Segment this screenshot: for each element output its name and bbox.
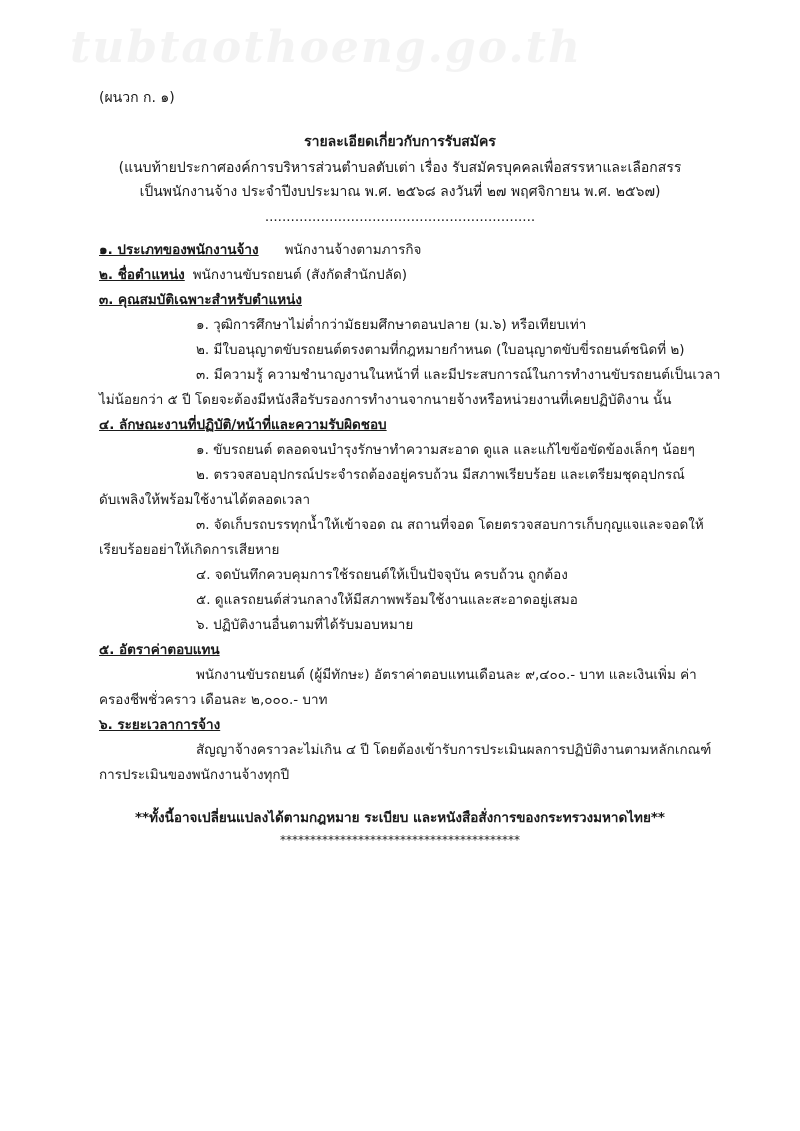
section-4-item-3: ๓. จัดเก็บรถบรรทุกน้ำให้เข้าจอด ณ สถานที่จอด โดยตรวจสอบการเก็บกุญแจและจอดให้	[196, 517, 704, 533]
section-2	[99, 265, 407, 285]
section-1	[99, 240, 421, 260]
section-1-value: พนักงานจ้างตามภารกิจ	[284, 242, 422, 258]
document-title: รายละเอียดเกี่ยวกับการรับสมัคร	[304, 134, 496, 150]
section-6-heading: ๖. ระยะเวลาการจ้าง	[99, 717, 221, 733]
section-3-heading: ๓. คุณสมบัติเฉพาะสำหรับตำแหน่ง	[99, 292, 302, 308]
section-4-item-4: ๔. จดบันทึกควบคุมการใช้รถยนต์ให้เป็นปัจจุบัน ครบถ้วน ถูกต้อง	[196, 567, 568, 583]
section-1-heading: ๑. ประเภทของพนักงานจ้าง	[99, 242, 259, 258]
section-4-item-1: ๑. ขับรถยนต์ ตลอดจนบำรุงรักษาทำความสะอาด ดูแล และแก้ไขข้อขัดข้องเล็กๆ น้อยๆ	[196, 442, 695, 458]
section-2-heading: ๒. ชื่อตำแหน่ง	[99, 267, 185, 283]
section-2-value: พนักงานขับรถยนต์ (สังกัดสำนักปลัด)	[192, 267, 408, 283]
section-3-item-3-cont: ไม่น้อยกว่า ๕ ปี โดยจะต้องมีหนังสือรับรองการทำงานจากนายจ้างหรือหน่วยงานที่เคยปฏิบัติงาน นั้น	[99, 392, 672, 408]
subtitle-line-1: (แนบท้ายประกาศองค์การบริหารส่วนตำบลตับเต่า เรื่อง รับสมัครบุคคลเพื่อสรรหาและเลือกสรร	[118, 160, 682, 176]
footer-note: **ทั้งนี้อาจเปลี่ยนแปลงได้ตามกฎหมาย ระเบียบ และหนังสือสั่งการของกระทรวงมหาดไทย**	[135, 810, 665, 826]
section-4-item-2: ๒. ตรวจสอบอุปกรณ์ประจำรถต้องอยู่ครบถ้วน มีสภาพเรียบร้อย และเตรียมชุดอุปกรณ์	[196, 467, 685, 483]
section-5-heading: ๕. อัตราค่าตอบแทน	[99, 642, 220, 658]
watermark: tubtaothoeng.go.th	[70, 22, 582, 73]
section-5-line-2: ครองชีพชั่วคราว เดือนละ ๒,๐๐๐.- บาท	[99, 692, 328, 708]
section-3-item-1: ๑. วุฒิการศึกษาไม่ต่ำกว่ามัธยมศึกษาตอนปลาย (ม.๖) หรือเทียบเท่า	[196, 317, 587, 333]
section-6-line-1: สัญญาจ้างคราวละไม่เกิน ๔ ปี โดยต้องเข้ารับการประเมินผลการปฏิบัติงานตามหลักเกณฑ์	[196, 742, 712, 758]
annex-label: (ผนวก ก. ๑)	[99, 90, 175, 106]
section-6-line-2: การประเมินของพนักงานจ้างทุกปี	[99, 767, 290, 783]
section-4-item-2-cont: ดับเพลิงให้พร้อมใช้งานได้ตลอดเวลา	[99, 492, 311, 508]
section-3-item-2: ๒. มีใบอนุญาตขับรถยนต์ตรงตามที่กฎหมายกำหนด (ใบอนุญาตขับขี่รถยนต์ชนิดที่ ๒)	[196, 342, 685, 358]
footer-stars: ****************************************	[280, 833, 520, 847]
subtitle-line-2: เป็นพนักงานจ้าง ประจำปีงบประมาณ พ.ศ. ๒๕๖๘ ลงวันที่ ๒๗ พฤศจิกายน พ.ศ. ๒๕๖๗)	[139, 184, 661, 200]
section-5-line-1: พนักงานขับรถยนต์ (ผู้มีทักษะ) อัตราค่าตอบแทนเดือนละ ๙,๔๐๐.- บาท และเงินเพิ่ม ค่า	[196, 667, 697, 683]
section-4-heading: ๔. ลักษณะงานที่ปฏิบัติ/หน้าที่และความรับผิดชอบ	[99, 417, 387, 433]
section-4-item-6: ๖. ปฏิบัติงานอื่นตามที่ได้รับมอบหมาย	[196, 617, 414, 633]
section-4-item-3-cont: เรียบร้อยอย่าให้เกิดการเสียหาย	[99, 542, 280, 558]
section-3-item-3: ๓. มีความรู้ ความชำนาญงานในหน้าที่ และมีประสบการณ์ในการทำงานขับรถยนต์เป็นเวลา	[196, 367, 721, 383]
separator-dots: ...............................................................	[264, 209, 536, 225]
section-4-item-5: ๕. ดูแลรถยนต์ส่วนกลางให้มีสภาพพร้อมใช้งานและสะอาดอยู่เสมอ	[196, 592, 578, 608]
